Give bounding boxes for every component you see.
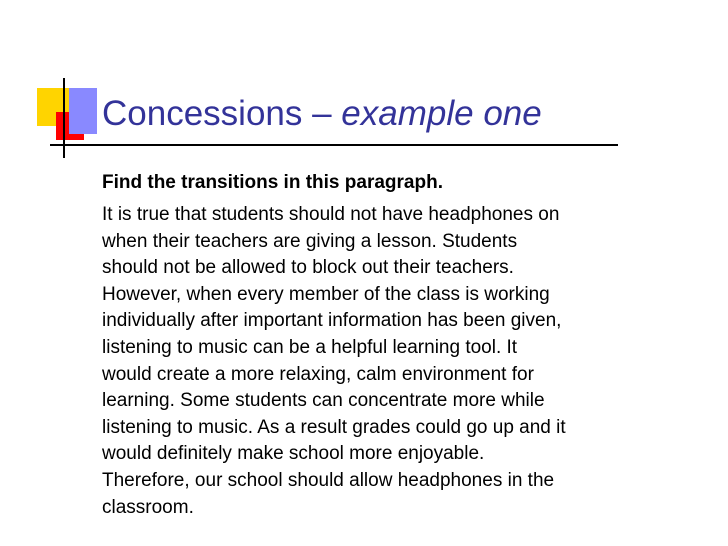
prompt-text: Find the transitions in this paragraph. xyxy=(102,172,443,193)
slide-title xyxy=(102,94,542,134)
paragraph-line: classroom. xyxy=(102,496,194,518)
paragraph-line: when their teachers are giving a lesson. Students xyxy=(102,230,518,252)
paragraph xyxy=(102,202,702,521)
paragraph-line: individually after important information has been given, xyxy=(102,310,562,332)
paragraph-line: Therefore, our school should allow headphones in the xyxy=(102,469,555,491)
paragraph-line: would definitely make school more enjoyable. xyxy=(102,443,485,465)
decorative-blue-square xyxy=(69,88,97,134)
paragraph-line: would create a more relaxing, calm environment for xyxy=(102,363,534,385)
title-emphasis: example one xyxy=(341,94,542,133)
decorative-horizontal-line xyxy=(50,144,618,146)
paragraph-line: learning. Some students can concentrate more while xyxy=(102,390,545,412)
paragraph-line: It is true that students should not have headphones on xyxy=(102,204,560,225)
paragraph-line: listening to music can be a helpful learning tool. It xyxy=(102,336,518,358)
paragraph-line: However, when every member of the class is working xyxy=(102,283,550,305)
paragraph-line: listening to music. As a result grades could go up and it xyxy=(102,416,566,438)
decorative-vertical-line xyxy=(63,78,65,158)
title-text: Concessions – xyxy=(102,94,342,133)
paragraph-line: should not be allowed to block out their teachers. xyxy=(102,257,514,279)
slide-body xyxy=(102,170,702,521)
